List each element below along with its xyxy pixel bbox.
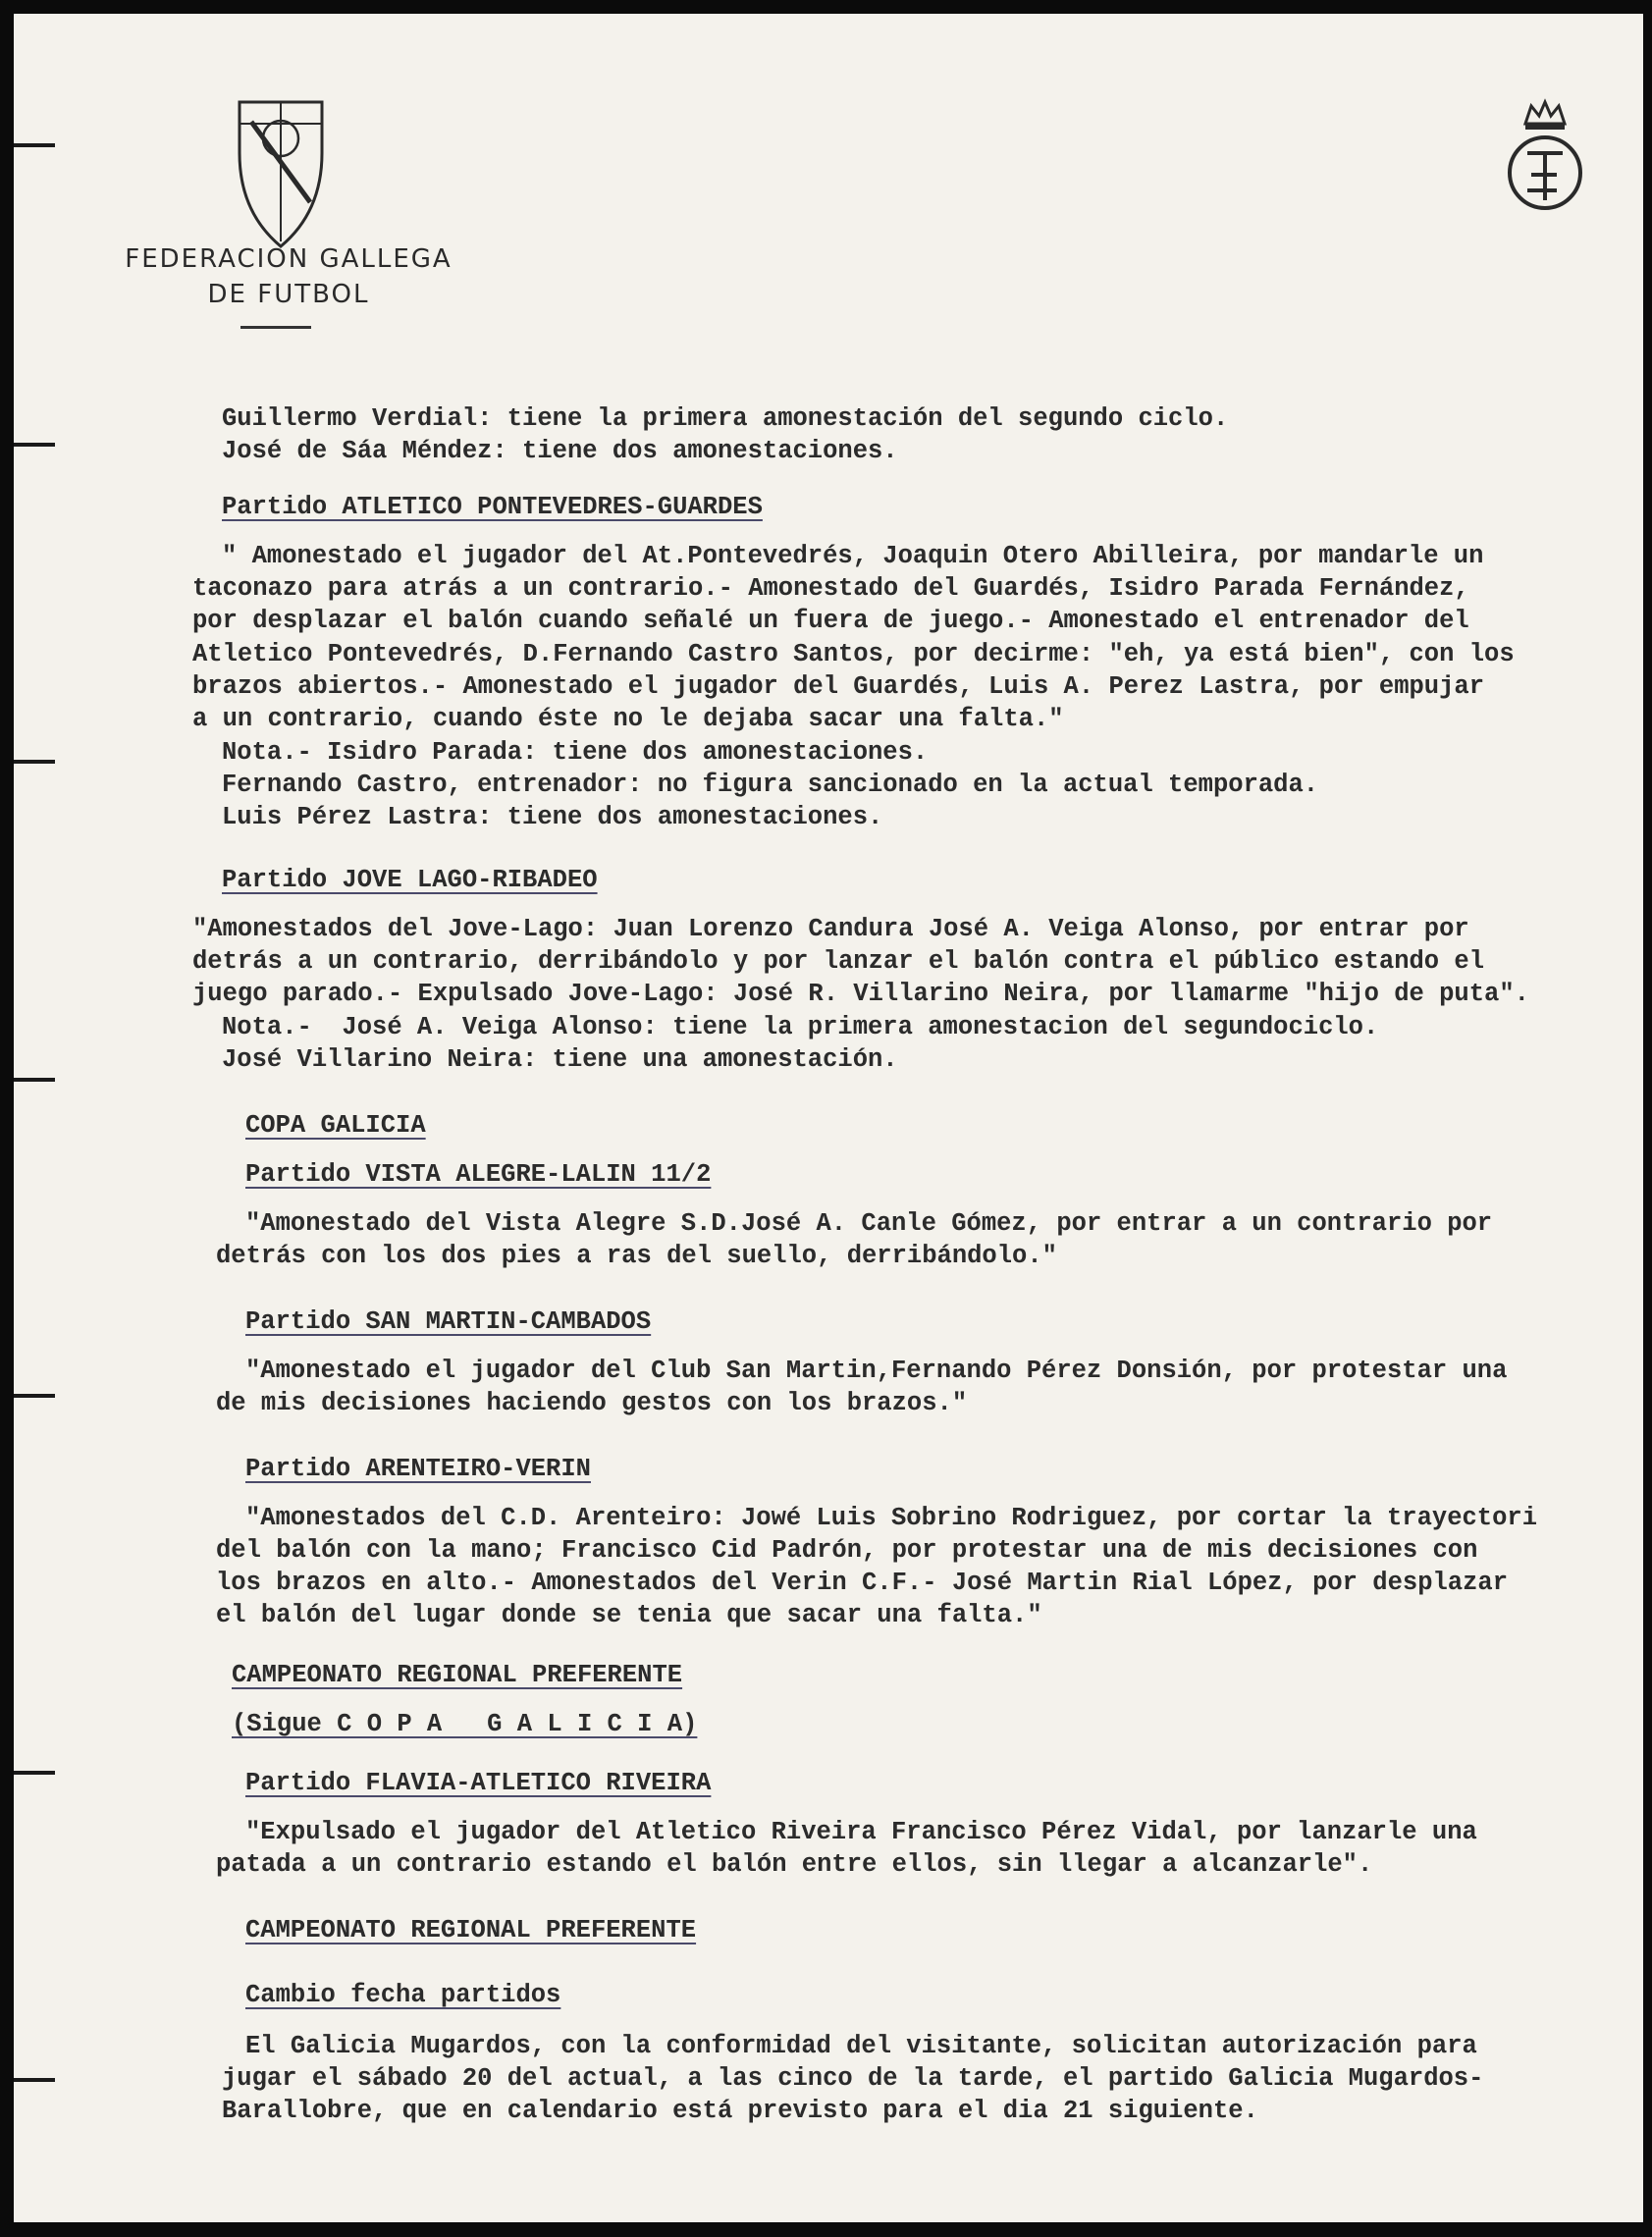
note-line: Luis Pérez Lastra: tiene dos amonestaciones. — [222, 803, 883, 831]
note-line: José Villarino Neira: tiene una amonestación. — [222, 1045, 898, 1074]
org-line-2: DE FUTBOL — [207, 280, 370, 309]
intro-line: José de Sáa Méndez: tiene dos amonestaciones. — [222, 437, 898, 465]
section-heading: CAMPEONATO REGIONAL PREFERENTE — [232, 1661, 683, 1689]
org-line-1: FEDERACION GALLEGA — [125, 244, 453, 274]
section-subheading: (Sigue C O P A G A L I C I A) — [232, 1710, 698, 1738]
body-line: por desplazar el balón cuando señalé un fuera de juego.- Amonestado el entrenador del — [192, 607, 1469, 635]
section-heading: Partido JOVE LAGO-RIBADEO — [222, 866, 598, 894]
body-line: patada a un contrario estando el balón entre ellos, sin llegar a alcanzarle". — [216, 1850, 1373, 1879]
body-line: "Amonestado del Vista Alegre S.D.José A. Canle Gómez, por entrar a un contrario por — [245, 1209, 1493, 1238]
section-heading: CAMPEONATO REGIONAL PREFERENTE — [245, 1916, 697, 1944]
body-line: Barallobre, que en calendario está previsto para el dia 21 siguiente. — [222, 2097, 1258, 2125]
header-divider — [240, 326, 311, 329]
organization-name — [82, 241, 495, 312]
body-line: taconazo para atrás a un contrario.- Amonestado del Guardés, Isidro Parada Fernández, — [192, 574, 1469, 603]
section-heading: Cambio fecha partidos — [245, 1981, 561, 2009]
body-line: "Amonestados del C.D. Arenteiro: Jowé Luis Sobrino Rodriguez, por cortar la trayectori — [245, 1504, 1538, 1532]
body-line: Atletico Pontevedrés, D.Fernando Castro Santos, por decirme: "eh, ya está bien", con los — [192, 640, 1515, 668]
punch-mark — [14, 1771, 55, 1775]
body-line: brazos abiertos.- Amonestado el jugador del Guardés, Luis A. Perez Lastra, por empujar — [192, 672, 1485, 701]
section-heading: Partido ATLETICO PONTEVEDRES-GUARDES — [222, 493, 763, 521]
body-line: a un contrario, cuando éste no le dejaba sacar una falta." — [192, 705, 1064, 733]
section-heading: Partido SAN MARTIN-CAMBADOS — [245, 1307, 652, 1336]
note-line: Nota.- José A. Veiga Alonso: tiene la primera amonestacion del segundociclo. — [222, 1013, 1379, 1041]
body-line: los brazos en alto.- Amonestados del Verin C.F.- José Martin Rial López, por desplazar — [216, 1569, 1509, 1597]
punch-mark — [14, 760, 55, 764]
note-line: Fernando Castro, entrenador: no figura sancionado en la actual temporada. — [222, 771, 1319, 799]
note-line: Nota.- Isidro Parada: tiene dos amonestaciones. — [222, 738, 929, 767]
body-line: del balón con la mano; Francisco Cid Padrón, por protestar una de mis decisiones con — [216, 1536, 1478, 1565]
section-heading: COPA GALICIA — [245, 1111, 426, 1140]
punch-mark — [14, 443, 55, 447]
body-line: "Expulsado el jugador del Atletico Riveira Francisco Pérez Vidal, por lanzarle una — [245, 1818, 1477, 1846]
section-heading: Partido ARENTEIRO-VERIN — [245, 1455, 591, 1483]
body-line: "Amonestado el jugador del Club San Martin,Fernando Pérez Donsión, por protestar una — [245, 1357, 1508, 1385]
document-page — [14, 14, 1643, 2222]
punch-mark — [14, 1078, 55, 1082]
body-line: El Galicia Mugardos, con la conformidad del visitante, solicitan autorización para — [245, 2032, 1477, 2060]
body-line: de mis decisiones haciendo gestos con los brazos." — [216, 1389, 968, 1417]
shield-crest-icon — [232, 94, 330, 251]
section-heading: Partido VISTA ALEGRE-LALIN 11/2 — [245, 1160, 712, 1189]
intro-line: Guillermo Verdial: tiene la primera amonestación del segundo ciclo. — [222, 404, 1229, 433]
body-line: " Amonestado el jugador del At.Pontevedrés, Joaquin Otero Abilleira, por mandarle un — [222, 542, 1484, 570]
body-line: el balón del lugar donde se tenia que sacar una falta." — [216, 1601, 1042, 1629]
body-line: detrás a un contrario, derribándolo y por lanzar el balón contra el público estando el — [192, 947, 1485, 976]
body-line: juego parado.- Expulsado Jove-Lago: José R. Villarino Neira, por llamarme "hijo de puta". — [192, 980, 1529, 1008]
punch-mark — [14, 1394, 55, 1398]
body-line: "Amonestados del Jove-Lago: Juan Lorenzo Candura José A. Veiga Alonso, por entrar por — [192, 915, 1469, 943]
punch-mark — [14, 2078, 55, 2082]
section-heading: Partido FLAVIA-ATLETICO RIVEIRA — [245, 1769, 712, 1797]
body-line: jugar el sábado 20 del actual, a las cinco de la tarde, el partido Galicia Mugardos- — [222, 2064, 1484, 2093]
crown-monogram-icon — [1498, 92, 1592, 220]
punch-mark — [14, 143, 55, 147]
body-line: detrás con los dos pies a ras del suello, derribándolo." — [216, 1242, 1057, 1270]
